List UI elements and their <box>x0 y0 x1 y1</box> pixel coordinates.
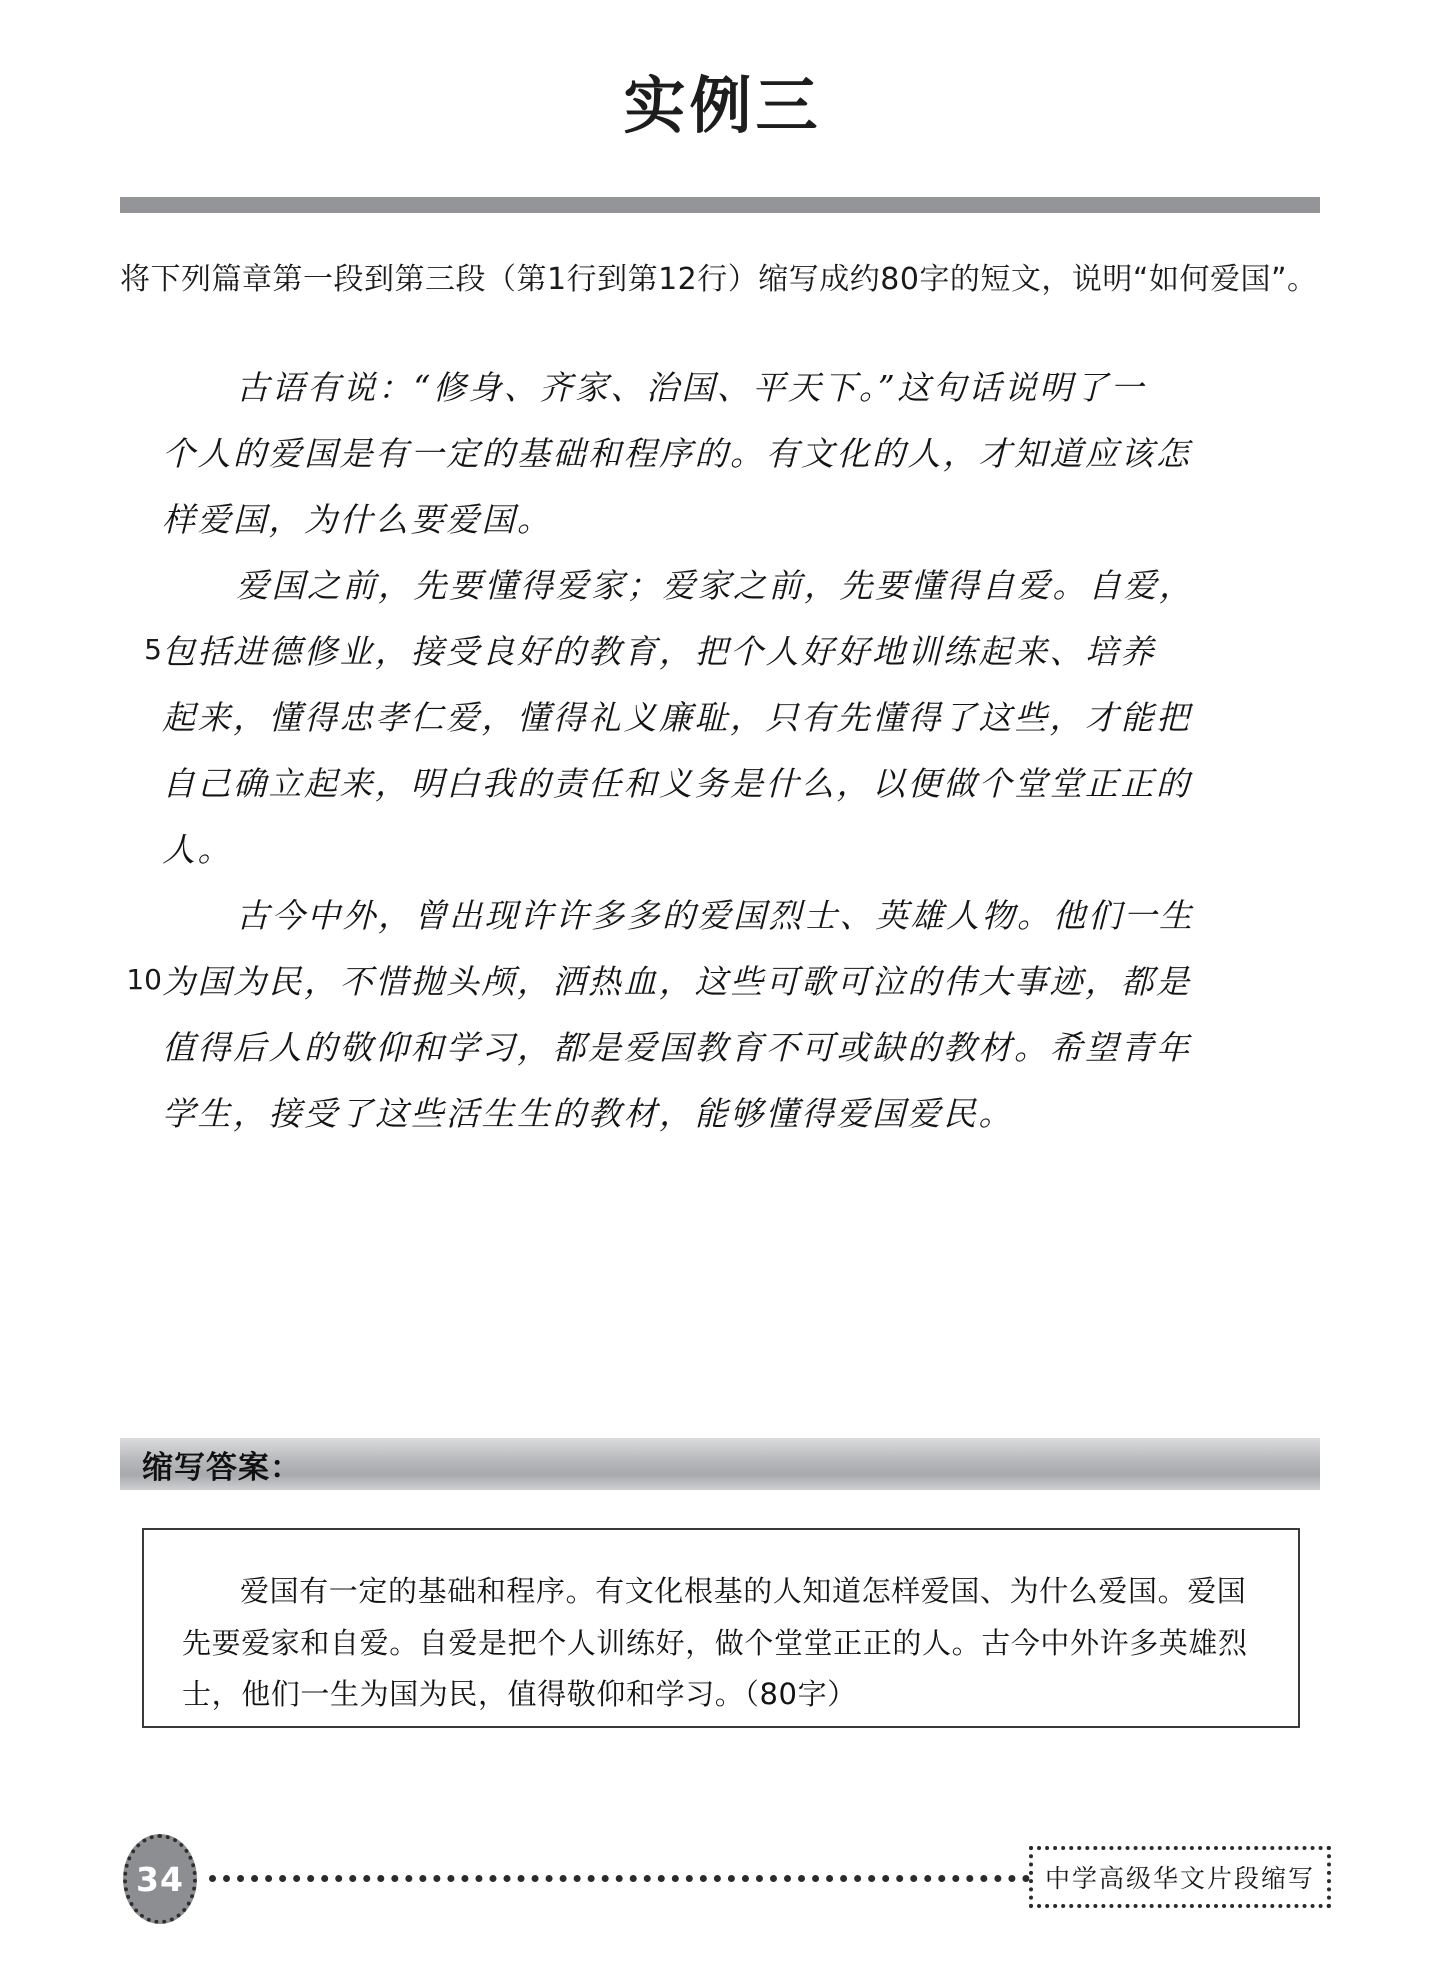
passage-line <box>108 352 1328 418</box>
passage-line-text: 起来，懂得忠孝仁爱，懂得礼义廉耻，只有先懂得了这些，才能把 <box>162 697 1192 737</box>
title-divider-rule <box>120 197 1320 213</box>
passage-line <box>108 616 1328 682</box>
answer-text: 爱国有一定的基础和程序。有文化根基的人知道怎样爱国、为什么爱国。爱国先要爱家和自爱。自爱是把个人训练好，做个堂堂正正的人。古今中外许多英雄烈士，他们一生为国为民，值得敬仰和学习。（80字） <box>182 1574 1248 1712</box>
passage-line <box>108 682 1328 748</box>
footer-dotted-rule <box>209 1875 1030 1889</box>
page-footer <box>105 1830 1335 1922</box>
answer-box <box>142 1528 1300 1728</box>
page-number: 34 <box>136 1859 184 1899</box>
page-title: 实例三 <box>623 69 822 142</box>
passage-line <box>108 550 1328 616</box>
passage-line <box>108 418 1328 484</box>
footer-book-tag <box>1029 1846 1331 1908</box>
answer-section-header <box>120 1438 1320 1490</box>
passage-line <box>108 1012 1328 1078</box>
passage-line-text: 人。 <box>162 829 233 869</box>
passage-line <box>108 1078 1328 1144</box>
passage-line-text: 值得后人的敬仰和学习，都是爱国教育不可或缺的教材。希望青年 <box>162 1027 1192 1067</box>
passage-line-number: 10 <box>126 962 162 996</box>
page-number-badge <box>123 1834 197 1924</box>
passage-line <box>108 880 1328 946</box>
passage-line-text: 古语有说：“修身、齐家、治国、平天下。”这句话说明了一 <box>236 367 1146 407</box>
title-block <box>120 70 1325 141</box>
passage-line-text: 为国为民，不惜抛头颅，洒热血，这些可歌可泣的伟大事迹，都是 <box>162 961 1192 1001</box>
passage-line <box>108 946 1328 1012</box>
passage-line-text: 个人的爱国是有一定的基础和程序的。有文化的人，才知道应该怎 <box>162 433 1192 473</box>
passage-body <box>108 352 1328 1144</box>
footer-book-tag-label: 中学高级华文片段缩写 <box>1044 1864 1315 1893</box>
passage-line-text: 样爱国，为什么要爱国。 <box>162 499 553 539</box>
passage-line-text: 爱国之前，先要懂得爱家；爱家之前，先要懂得自爱。自爱， <box>236 565 1195 605</box>
passage-line <box>108 814 1328 880</box>
passage-line-text: 自己确立起来，明白我的责任和义务是什么，以便做个堂堂正正的 <box>162 763 1192 803</box>
passage-line-text: 包括进德修业，接受良好的教育，把个人好好地训练起来、培养 <box>162 631 1156 671</box>
passage-line-text: 古今中外，曾出现许许多多的爱国烈士、英雄人物。他们一生 <box>236 895 1195 935</box>
passage-line-number: 5 <box>144 632 162 666</box>
instruction-text: 将下列篇章第一段到第三段（第1行到第12行）缩写成约80字的短文，说明“如何爱国”。 <box>120 262 1318 297</box>
passage-line-text: 学生，接受了这些活生生的教材，能够懂得爱国爱民。 <box>162 1093 1014 1133</box>
passage-line <box>108 484 1328 550</box>
passage-line <box>108 748 1328 814</box>
answer-section-label: 缩写答案： <box>142 1449 302 1486</box>
